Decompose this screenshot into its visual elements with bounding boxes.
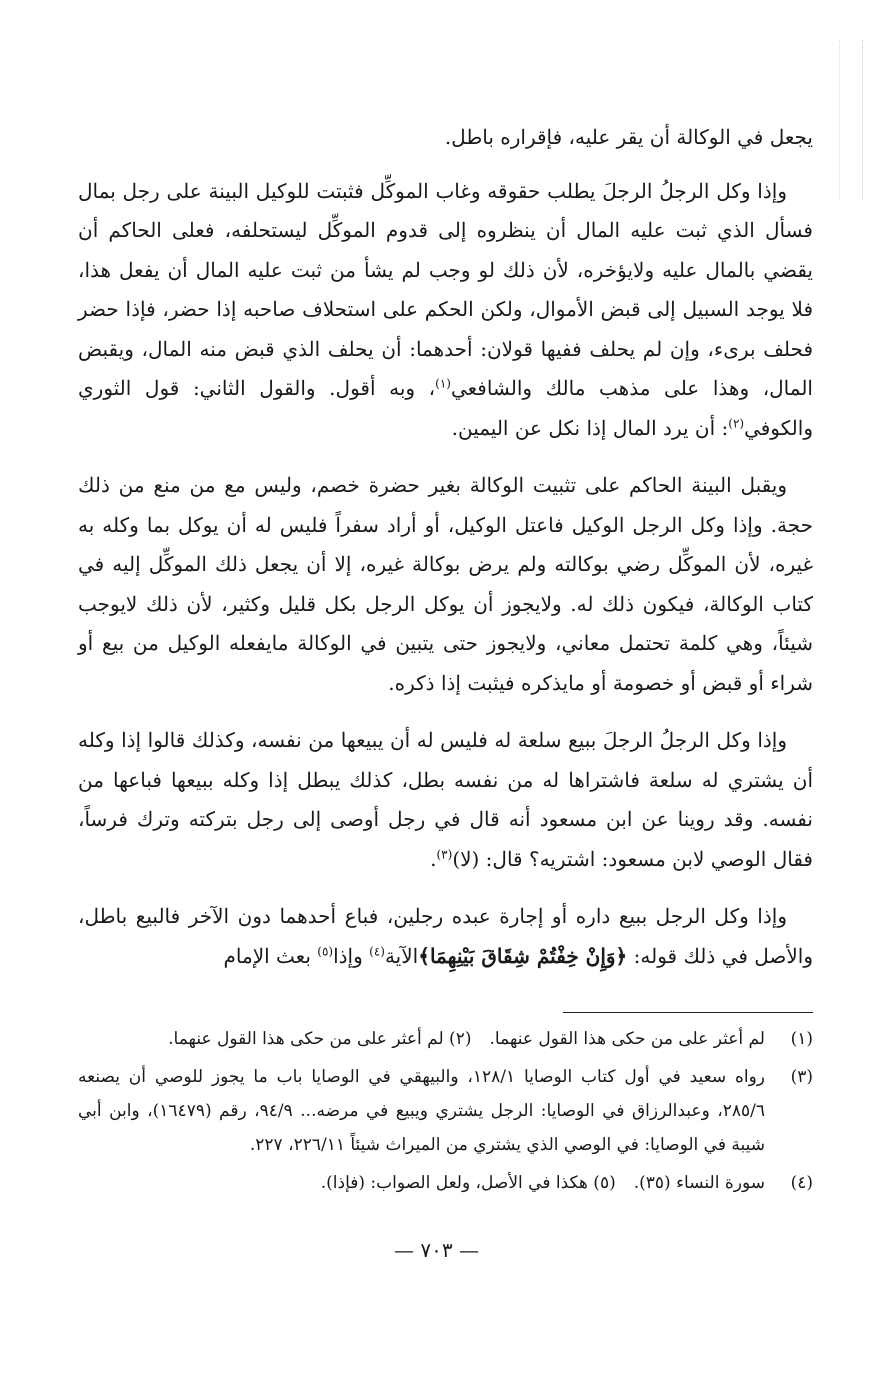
footnote-number-3: (٣)	[790, 1067, 813, 1087]
page-binding-edge	[839, 40, 863, 200]
footnote-line-3	[78, 1060, 813, 1162]
footnote-line-1	[78, 1022, 813, 1056]
footnote-text-4: سورة النساء (٣٥).	[633, 1173, 765, 1193]
footnote-number-4: (٤)	[790, 1173, 813, 1193]
paragraph-2	[78, 172, 813, 449]
main-text	[78, 118, 813, 994]
footnote-line-4	[78, 1166, 813, 1200]
paragraph-4-text-a: وإذا وكل الرجلُ الرجلَ ببيع سلعة له فليس له أن يبيعها من نفسه، وكذلك قالوا إذا وكله أن يشتري له سلعة فاشتراها له من نفسه بطل، كذلك يبطل إذا وكله ببيعها فباعها من نفسه. وقد روينا عن ابن مسعود أنه قال في رجل أوصى إلى رجل بتركته وترك فرساً، فقال الوصي لابن مسعود: اشتريه؟ قال: (لا)	[78, 728, 813, 871]
footnote-text-1: لم أعثر على من حكى هذا القول عنهما.	[489, 1029, 765, 1049]
footnote-number-1: (١)	[790, 1029, 813, 1049]
footnote-ref-2[interactable]: (٢)	[728, 415, 745, 430]
footnote-text-5: هكذا في الأصل، ولعل الصواب: (فإذا).	[320, 1173, 588, 1193]
footnote-ref-1[interactable]: (١)	[435, 376, 451, 391]
quran-verse: ﴿وَإِنْ خِفْتُمْ شِقَاقَ بَيْنِهِمَا﴾	[418, 943, 628, 968]
paragraph-2-text-c: : أن يرد المال إذا نكل عن اليمين.	[451, 415, 729, 440]
paragraph-5-text-a: وإذا وكل الرجل ببيع داره أو إجارة عبده رجلين، فباع أحدهما دون الآخر فالبيع باطل، والأصل في ذلك قوله:	[78, 904, 813, 968]
footnote-number-5: (٥)	[593, 1173, 616, 1193]
footnote-ref-3[interactable]: (٣)	[436, 846, 453, 861]
footnote-ref-4[interactable]: (٤)	[369, 943, 385, 958]
paragraph-4	[78, 721, 813, 879]
paragraph-1-text: يجعل في الوكالة أن يقر عليه، فإقراره باطل.	[444, 125, 813, 149]
footnotes-section	[78, 1022, 813, 1204]
paragraph-3-text: ويقبل البينة الحاكم على تثبيت الوكالة بغير حضرة خصم، وليس مع من منع من ذلك حجة. وإذا وكل الرجل الوكيل فاعتل الوكيل، أو أراد سفراً فليس له أن يوكل بما وكله به غيره، لأن الموكِّل رضي بوكالته ولم يرض بوكالة غيره، إلا أن يجعل ذلك الموكِّل إليه في كتاب الوكالة، فيكون ذلك له. ولايجوز أن يوكل الرجل بكل قليل وكثير، لأن ذلك لايوجب شيئاً، وهي كلمة تحتمل معاني، ولايجوز حتى يتبين في الوكالة مايفعله الوكيل من بيع أو شراء أو قبض أو خصومة أو مايذكره فيثبت إذا ذكره.	[78, 473, 813, 695]
paragraph-5-text-b: وإذا	[333, 943, 370, 968]
footnote-divider	[563, 1012, 813, 1013]
paragraph-5	[78, 897, 813, 976]
paragraph-5-text-c: بعث الإمام	[223, 943, 318, 968]
paragraph-3	[78, 466, 813, 703]
paragraph-2-text-a: وإذا وكل الرجلُ الرجلَ يطلب حقوقه وغاب الموكِّل فثبتت للوكيل البينة على رجل بمال فسأل الذي ثبت عليه المال أن ينظروه إلى قدوم الموكِّل ليستحلفه، فعلى الحاكم أن يقضي بالمال عليه ولايؤخره، لأن ذلك لو وجب لم يشأ من ثبت عليه المال أن يفعل هذا، فلا يوجد السبيل إلى قبض الأموال، ولكن الحكم على استحلاف صاحبه إذا حضر، فإذا حضر فحلف برىء، وإن لم يحلف ففيها قولان: أحدهما: أن يحلف الذي قبض منه المال، ويقبض المال، وهذا على مذهب مالك والشافعي	[78, 178, 813, 400]
paragraph-4-text-b: .	[430, 846, 437, 871]
footnote-text-3: رواه سعيد في أول كتاب الوصايا ١٢٨/١، والبيهقي في الوصايا باب ما يجوز للوصي أن يصنعه ٢٨٥/٦، وعبدالرزاق في الوصايا: الرجل يشتري ويبيع في مرضه... ٩٤/٩، رقم (١٦٤٧٩)، وابن أبي شيبة في الوصايا: في الوصي الذي يشتري من الميراث شيئاً ٢٢٦/١١، ٢٢٧.	[78, 1067, 766, 1155]
paragraph-1	[78, 118, 813, 158]
footnote-number-2: (٢)	[449, 1029, 472, 1049]
paragraph-2-text-b: ، وبه أقول. والقول الثاني: قول الثوري والكوفي	[78, 376, 813, 440]
footnote-body-1	[78, 1022, 765, 1056]
page-number: — ٧٠٣ —	[394, 1238, 479, 1262]
footnote-body-4	[78, 1166, 765, 1200]
footnote-ref-5[interactable]: (٥)	[317, 943, 334, 958]
paragraph-5-ayah-word: الآية	[384, 943, 419, 968]
footnote-text-2: لم أعثر على من حكى هذا القول عنهما.	[168, 1029, 444, 1049]
